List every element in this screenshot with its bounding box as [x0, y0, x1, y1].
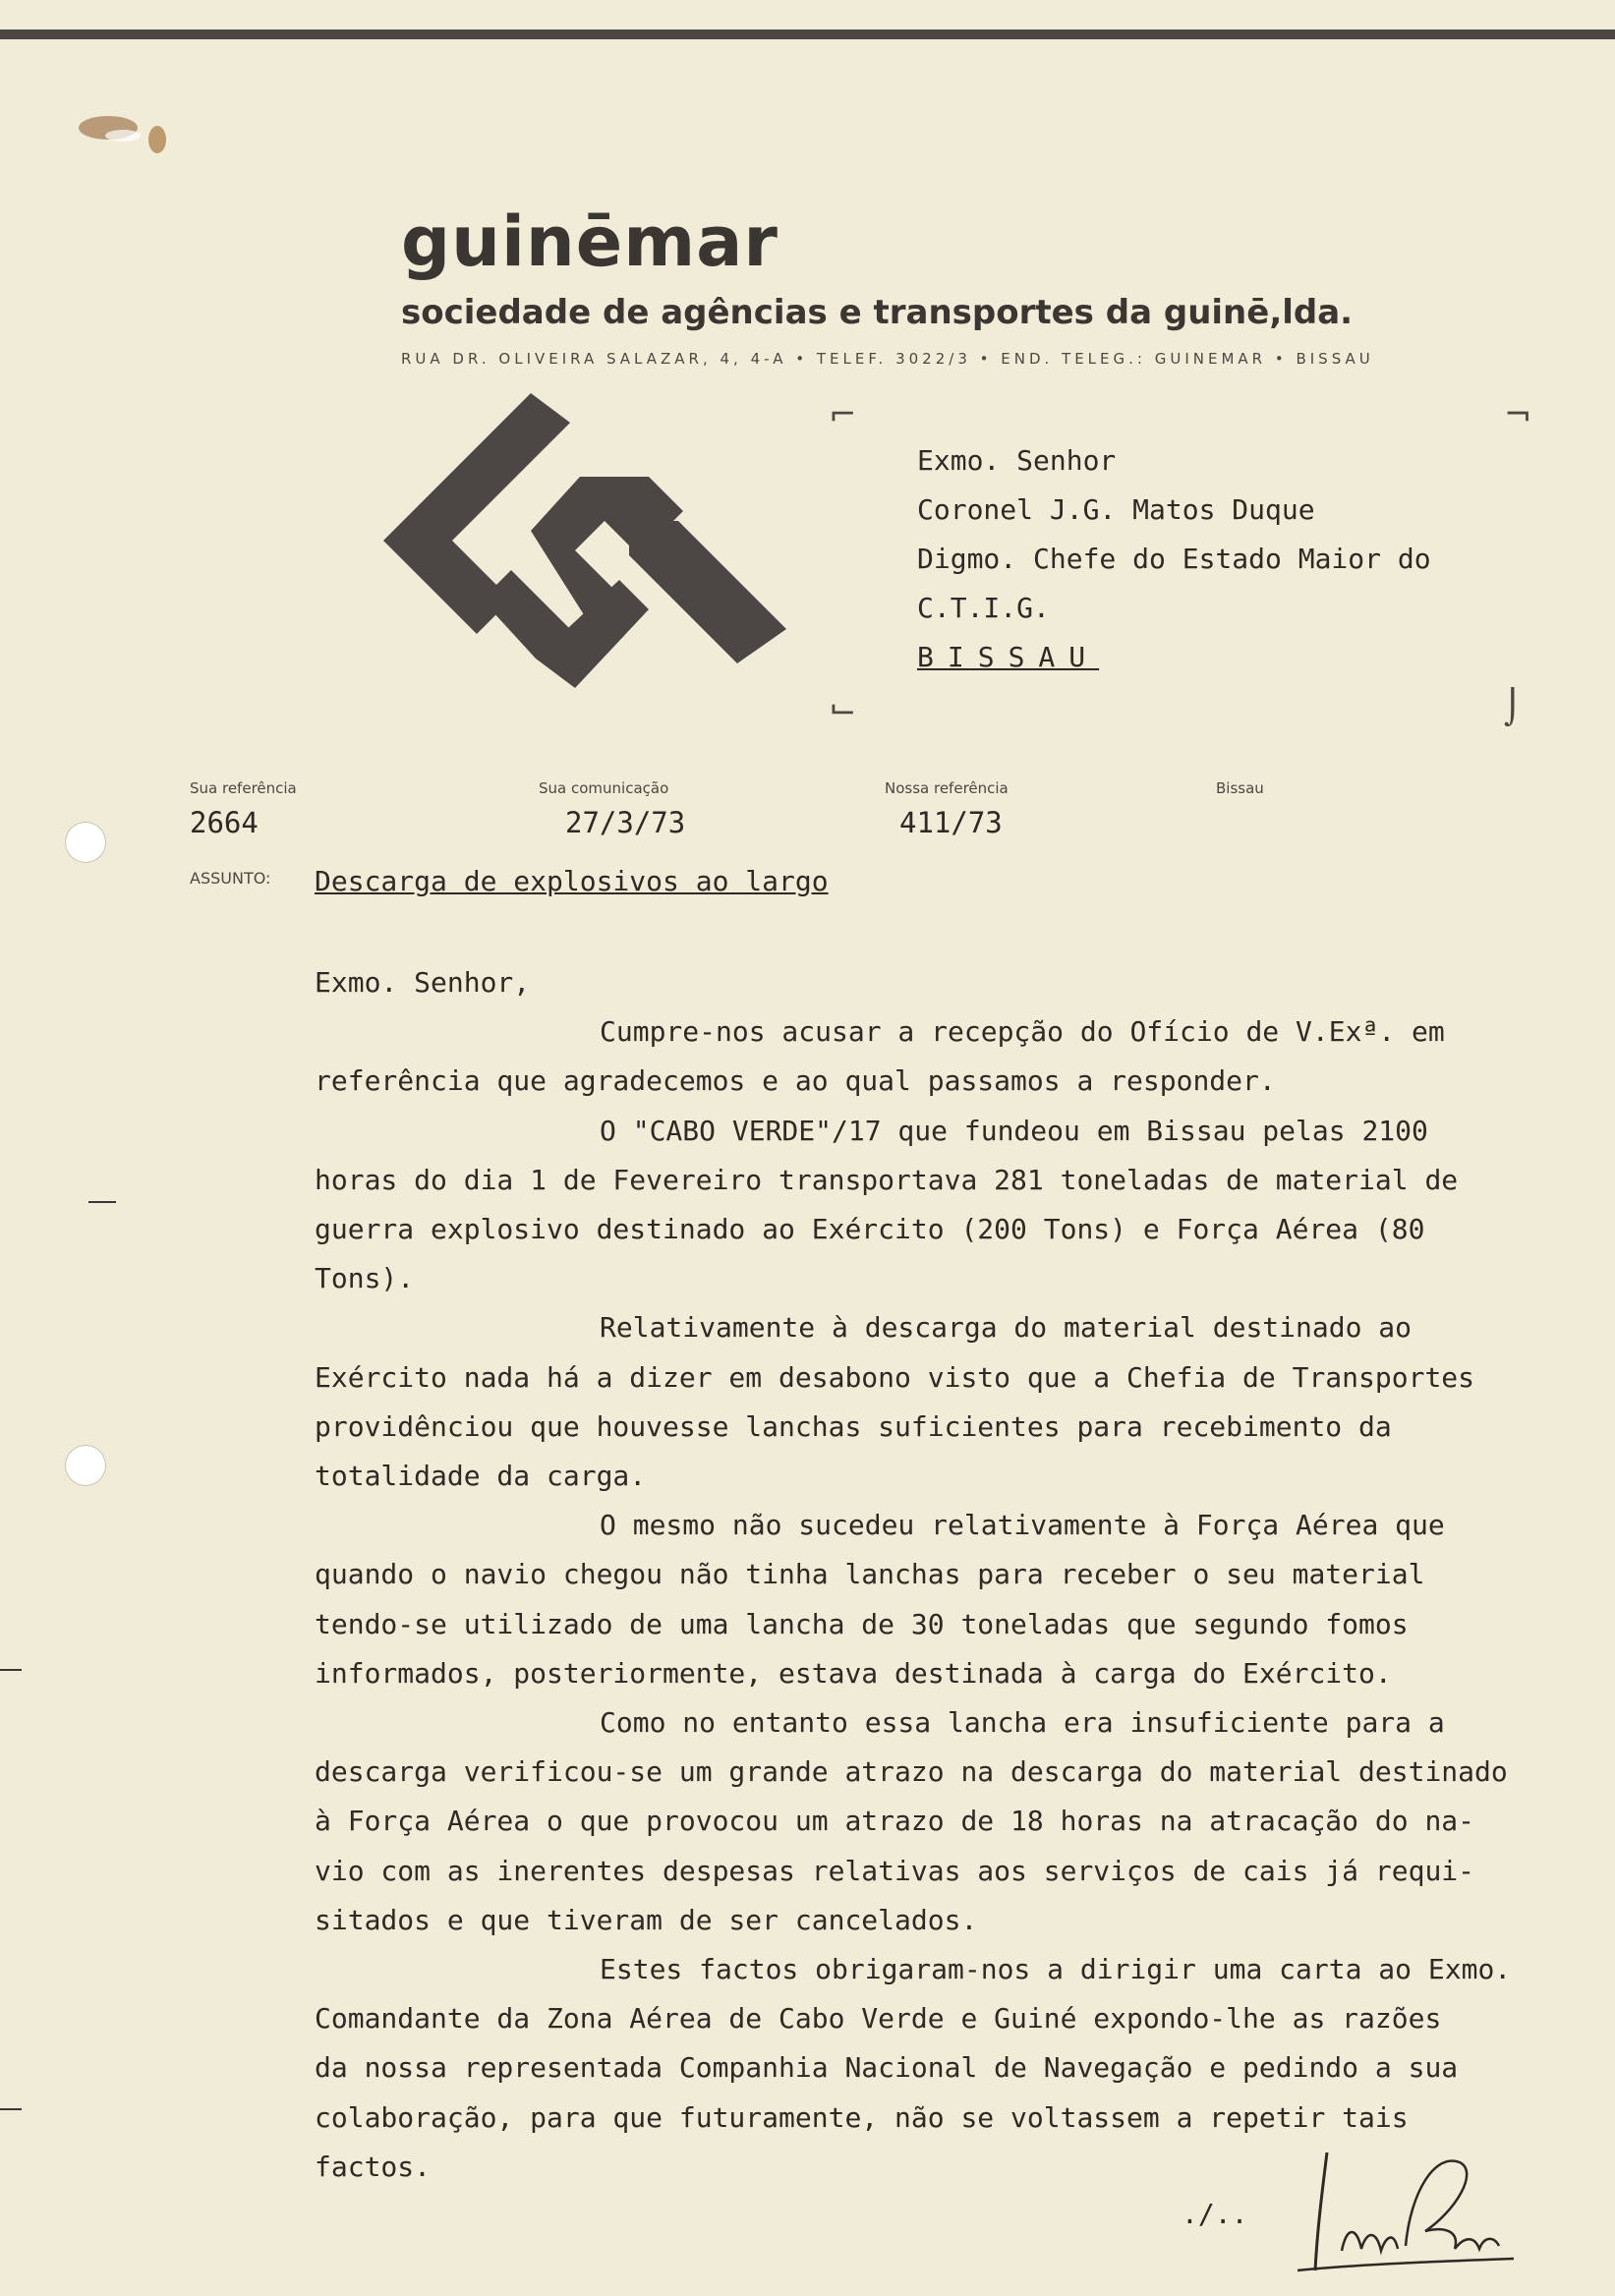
nossa-referencia-label: Nossa referência [885, 779, 1009, 797]
letter-body [315, 958, 1592, 2192]
body-line: sitados e que tiveram de ser cancelados. [315, 1903, 978, 1936]
sua-comunicacao-value: 27/3/73 [565, 806, 686, 839]
body-line: à Força Aérea o que provocou um atrazo de 18 horas na atracação do na- [315, 1805, 1475, 1838]
body-line: colaboração, para que futuramente, não se voltassem a repetir tais [315, 2100, 1409, 2134]
margin-mark [0, 1669, 22, 1671]
punch-hole-bottom [65, 1445, 106, 1486]
top-border-line [0, 29, 1615, 39]
sua-comunicacao-label: Sua comunicação [539, 779, 669, 797]
punch-hole-top [65, 822, 106, 863]
place-label: Bissau [1216, 779, 1264, 797]
body-line: informados, posteriormente, estava destinada à carga do Exército. [315, 1656, 1392, 1690]
body-line: Tons). [315, 1262, 415, 1295]
body-line: Como no entanto essa lancha era insuficiente para a [600, 1706, 1445, 1740]
addressee-city: BISSAU [917, 641, 1100, 673]
sua-referencia-value: 2664 [190, 806, 259, 839]
body-line: referência que agradecemos e ao qual passamos a responder. [315, 1064, 1276, 1098]
body-line: totalidade da carga. [315, 1460, 647, 1493]
body-line: Estes factos obrigaram-nos a dirigir uma carta ao Exmo. [600, 1953, 1512, 1986]
body-line: Relativamente à descarga do material destinado ao [600, 1311, 1413, 1345]
window-corner-mark: ¬ [1504, 395, 1532, 434]
body-line: factos. [315, 2150, 432, 2183]
stain-mark [54, 98, 182, 167]
addressee-line: Exmo. Senhor [917, 444, 1117, 477]
company-tagline: sociedade de agências e transportes da guinē,lda. [401, 293, 1354, 332]
body-line: Comandante da Zona Aérea de Cabo Verde e Guiné expondo-lhe as razões [315, 2002, 1442, 2036]
company-brand: guinēmar [401, 201, 779, 282]
body-line: providênciou que houvesse lanchas suficientes para recebimento da [315, 1409, 1392, 1443]
margin-mark [0, 2108, 22, 2110]
addressee-block [917, 436, 1431, 682]
body-line: Exército nada há a dizer em desabono visto que a Chefia de Transportes [315, 1360, 1475, 1394]
body-line: Cumpre-nos acusar a recepção do Ofício de V.Exª. em [600, 1015, 1445, 1049]
body-line: tendo-se utilizado de uma lancha de 30 toneladas que segundo fomos [315, 1607, 1409, 1640]
greeting: Exmo. Senhor, [315, 966, 531, 999]
body-line: descarga verificou-se um grande atrazo na descarga do material destinado [315, 1755, 1508, 1789]
continuation-mark: ./.. [1182, 2198, 1248, 2230]
body-line: guerra explosivo destinado ao Exército (200 Tons) e Força Aérea (80 [315, 1213, 1425, 1246]
margin-mark [88, 1201, 116, 1203]
body-line: O mesmo não sucedeu relativamente à Força Aérea que [600, 1509, 1445, 1542]
addressee-line: Coronel J.G. Matos Duque [917, 493, 1315, 526]
window-corner-mark: ⌡ [1504, 688, 1522, 727]
body-line: O "CABO VERDE"/17 que fundeou em Bissau pelas 2100 [600, 1114, 1428, 1147]
company-logo [383, 393, 796, 708]
addressee-line: Digmo. Chefe do Estado Maior do [917, 543, 1431, 575]
subject-text: Descarga de explosivos ao largo [315, 865, 829, 897]
body-line: horas do dia 1 de Fevereiro transportava 281 toneladas de material de [315, 1163, 1459, 1196]
body-line: da nossa representada Companhia Nacional de Navegação e pedindo a sua [315, 2051, 1459, 2085]
window-corner-mark: ⌙ [829, 688, 857, 727]
nossa-referencia-value: 411/73 [899, 806, 1003, 839]
handwritten-signature [1288, 2133, 1524, 2280]
subject-label: ASSUNTO: [190, 869, 271, 888]
company-address: RUA DR. OLIVEIRA SALAZAR, 4, 4-A • TELEF. 3022/3 • END. TELEG.: GUINEMAR • BISSAU [401, 350, 1374, 368]
window-corner-mark: ⌐ [829, 395, 857, 434]
addressee-line: C.T.I.G. [917, 592, 1050, 624]
body-line: vio com as inerentes despesas relativas aos serviços de cais já requi- [315, 1854, 1475, 1887]
body-line: quando o navio chegou não tinha lanchas para receber o seu material [315, 1558, 1425, 1591]
sua-referencia-label: Sua referência [190, 779, 297, 797]
